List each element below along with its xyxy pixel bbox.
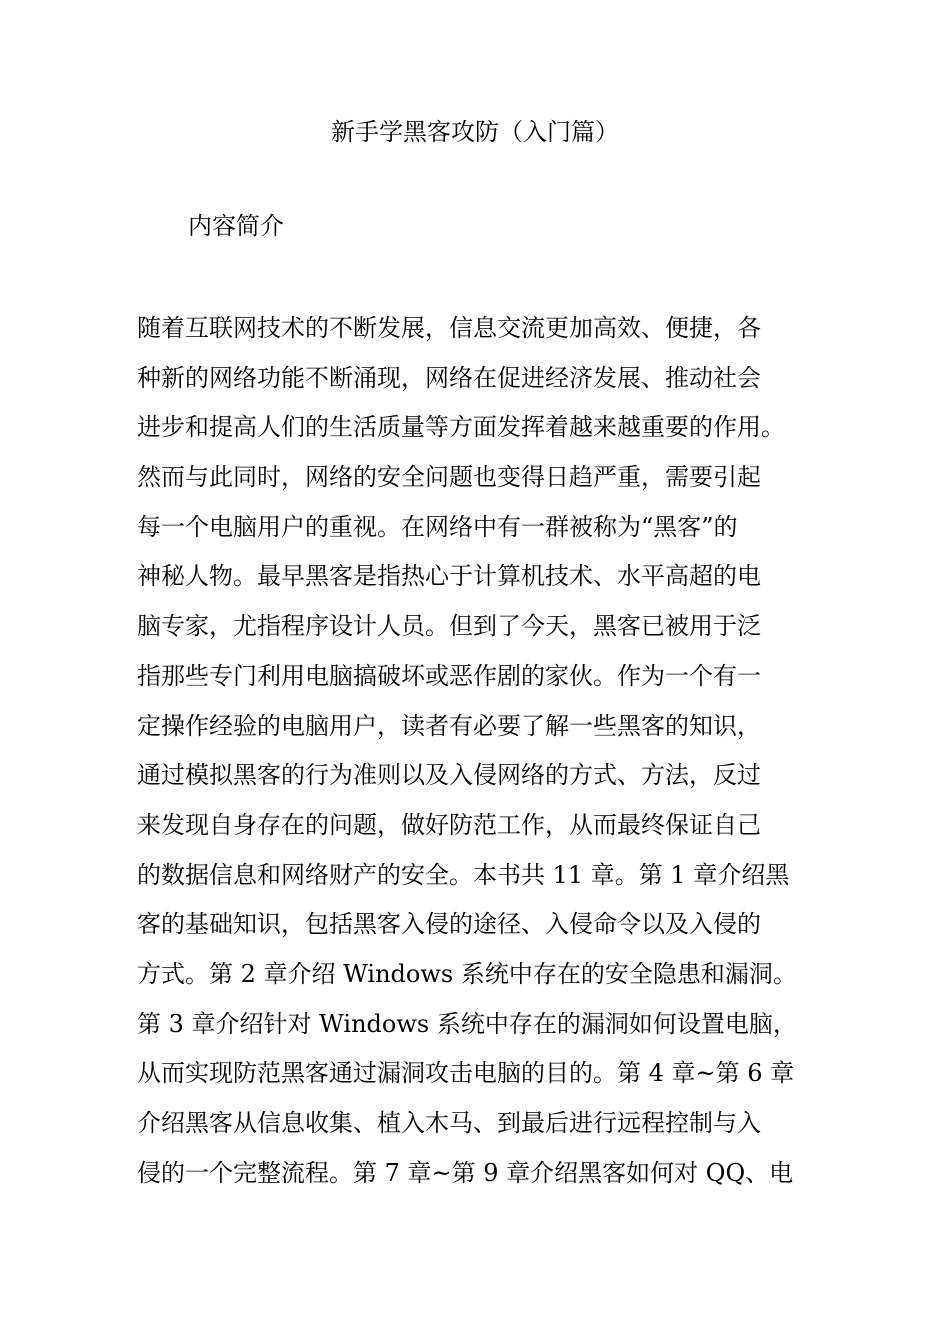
body-line: 的数据信息和网络财产的安全。本书共 11 章。第 1 章介绍黑	[137, 860, 790, 889]
body-line: 来发现自身存在的问题，做好防范工作，从而最终保证自己	[137, 810, 761, 839]
body-line: 进步和提高人们的生活质量等方面发挥着越来越重要的作用。	[137, 413, 785, 442]
body-line: 然而与此同时，网络的安全问题也变得日趋严重，需要引起	[137, 463, 761, 492]
body-line: 种新的网络功能不断涌现，网络在促进经济发展、推动社会	[137, 363, 761, 392]
body-line: 客的基础知识，包括黑客入侵的途径、入侵命令以及入侵的	[137, 910, 761, 939]
body-line: 每一个电脑用户的重视。在网络中有一群被称为“黑客”的	[137, 512, 738, 541]
body-line: 介绍黑客从信息收集、植入木马、到最后进行远程控制与入	[137, 1109, 761, 1137]
document-title: 新手学黑客攻防（入门篇）	[331, 118, 619, 146]
body-line: 第 3 章介绍针对 Windows 系统中存在的漏洞如何设置电脑，	[137, 1009, 797, 1038]
body-line: 脑专家，尤指程序设计人员。但到了今天，黑客已被用于泛	[137, 612, 761, 641]
body-line: 定操作经验的电脑用户，读者有必要了解一些黑客的知识，	[137, 711, 761, 740]
body-line: 通过模拟黑客的行为准则以及入侵网络的方式、方法，反过	[137, 761, 761, 790]
body-paragraph	[137, 304, 837, 1198]
body-line: 从而实现防范黑客通过漏洞攻击电脑的目的。第 4 章~第 6 章	[137, 1059, 795, 1088]
section-heading: 内容简介	[188, 212, 284, 240]
body-line: 随着互联网技术的不断发展，信息交流更加高效、便捷，各	[137, 314, 761, 342]
body-line: 神秘人物。最早黑客是指热心于计算机技术、水平高超的电	[137, 562, 761, 591]
body-line: 方式。第 2 章介绍 Windows 系统中存在的安全隐患和漏洞。	[137, 959, 797, 988]
body-line: 指那些专门利用电脑搞破坏或恶作剧的家伙。作为一个有一	[137, 661, 761, 690]
body-line: 侵的一个完整流程。第 7 章~第 9 章介绍黑客如何对 QQ、电	[137, 1158, 794, 1187]
